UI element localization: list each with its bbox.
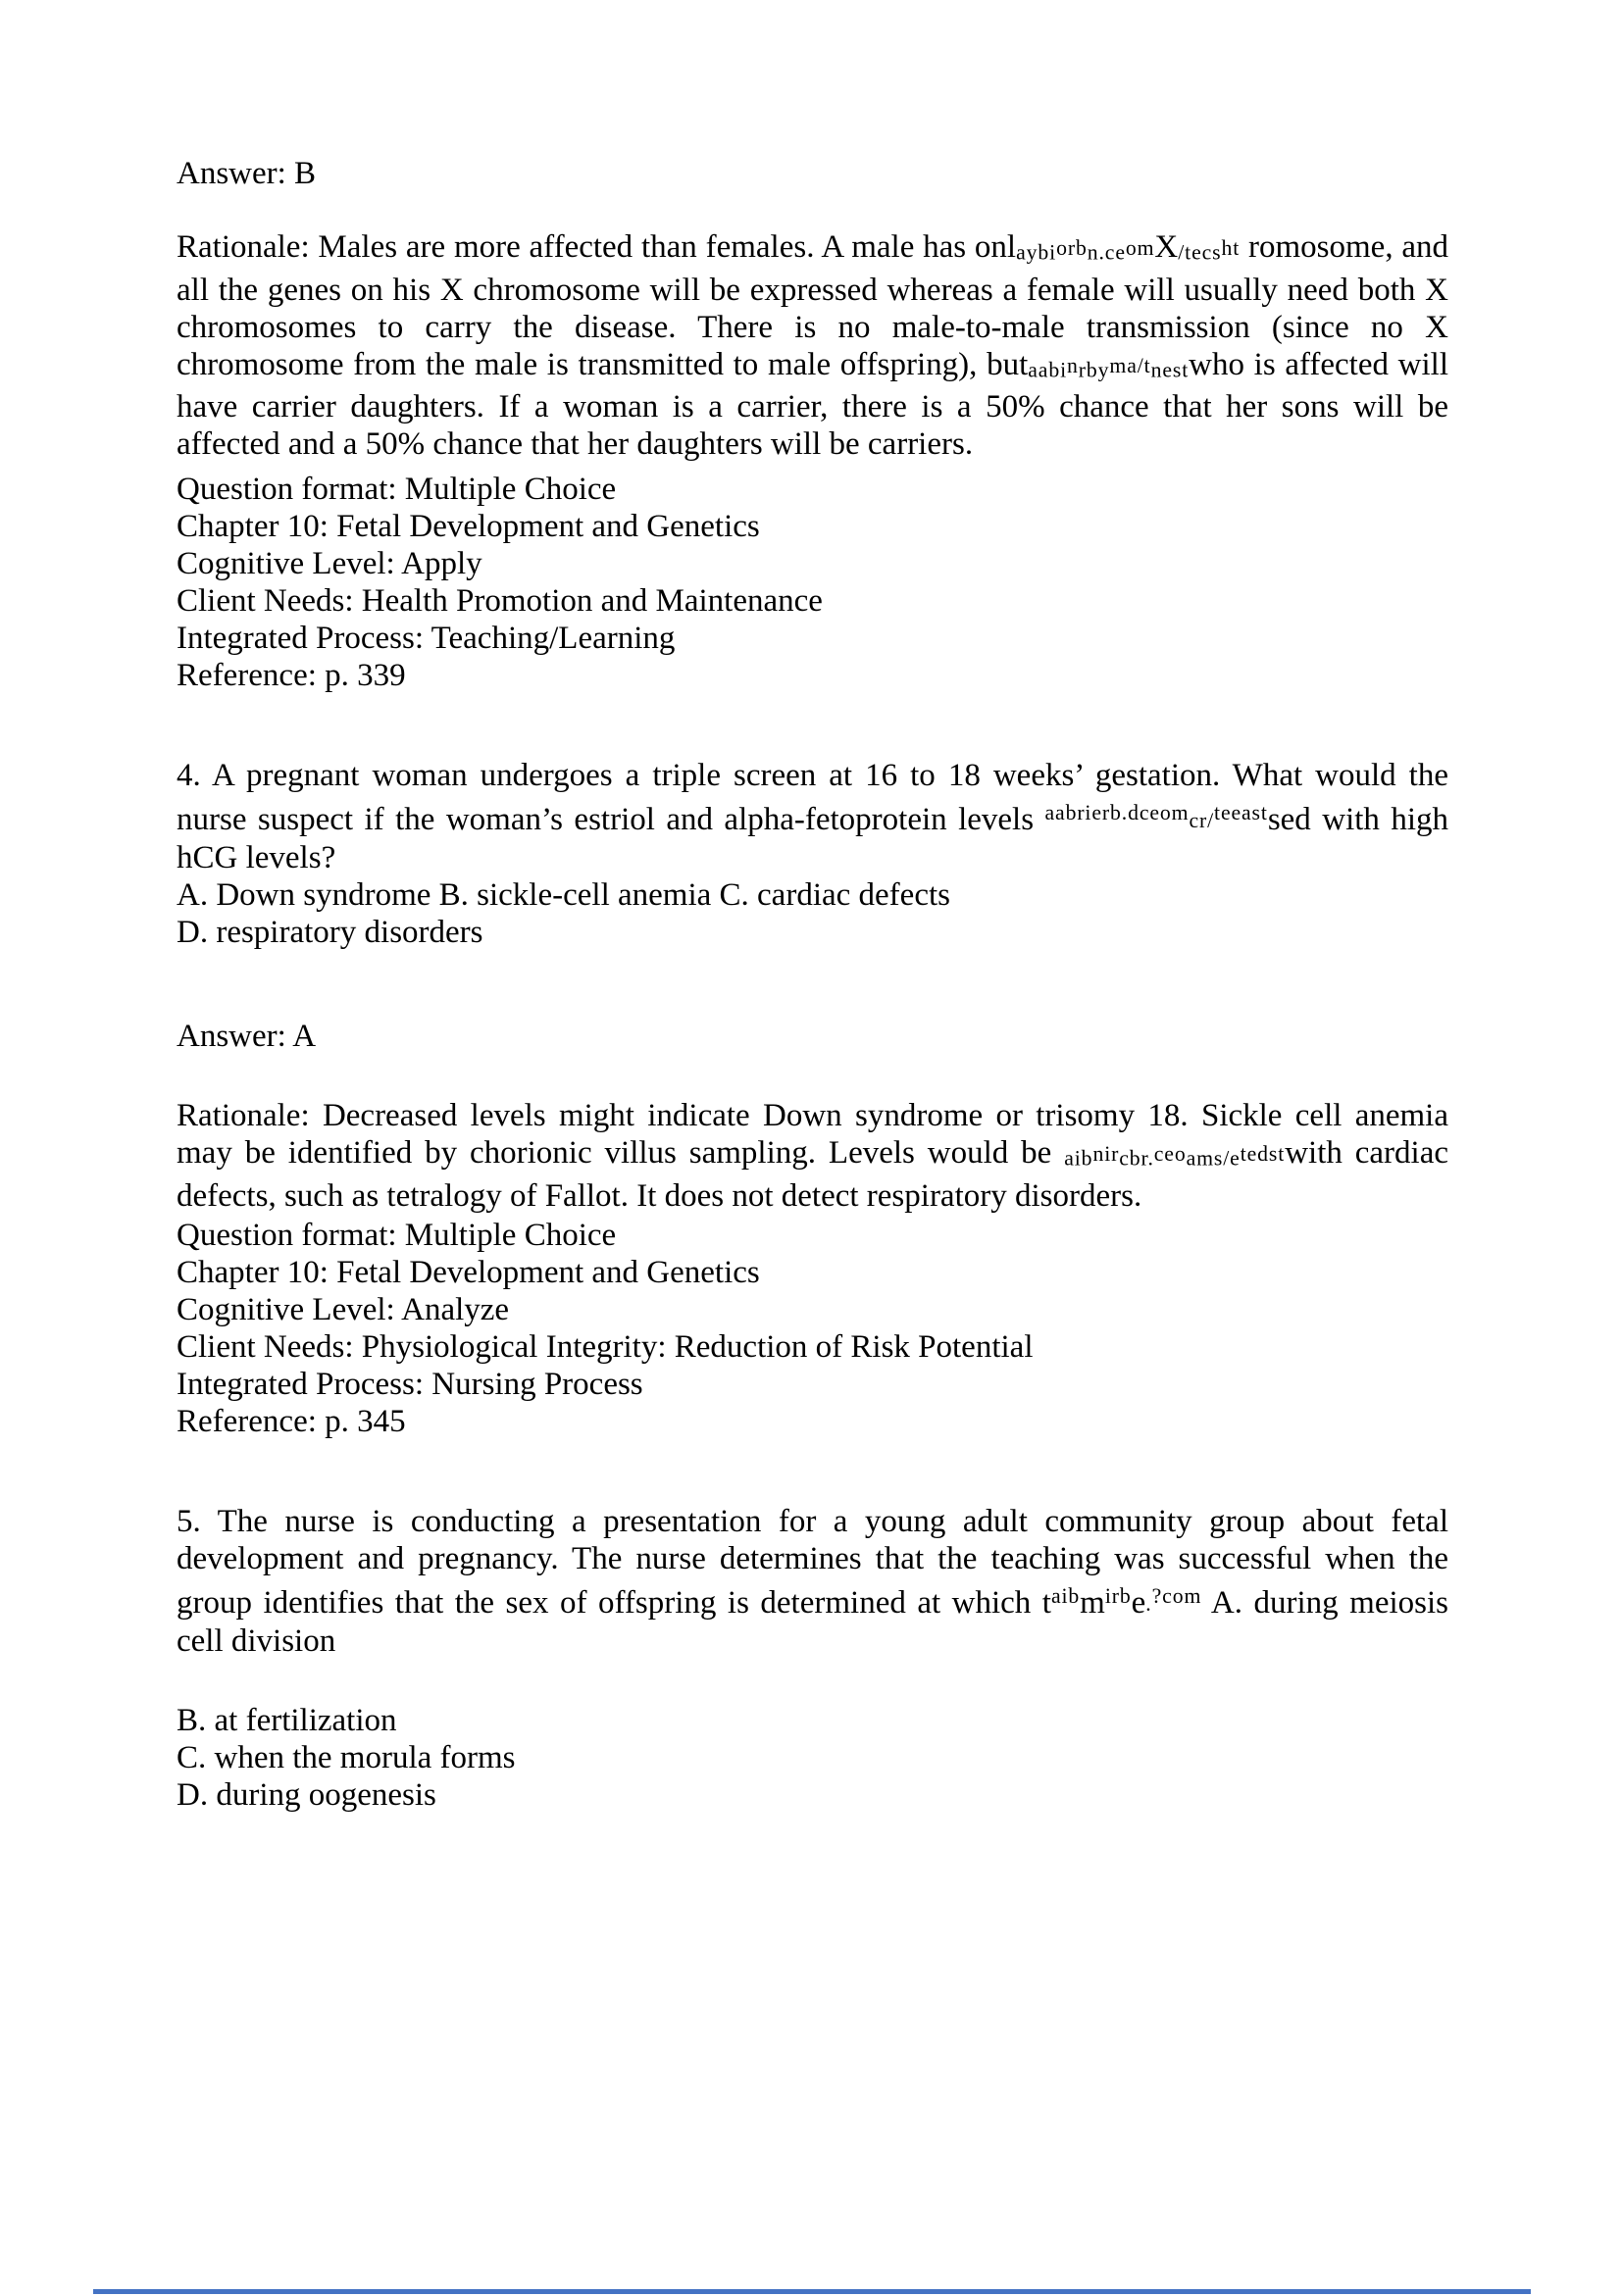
question-4-metadata-line [177, 1366, 1448, 1403]
question-4-paragraph [177, 757, 1448, 876]
watermark-text: orb [1056, 235, 1088, 260]
text-run: A. Down syndrome B. sickle-cell anemia C. cardiac defects [177, 877, 950, 914]
text-run: Chapter 10: Fetal Development and Genetics [177, 1254, 760, 1290]
watermark-text: om [1125, 235, 1155, 260]
watermark-text: aabrierb. [1044, 801, 1129, 825]
text-run: Answer: B [177, 156, 317, 191]
text-run: Integrated Process: Nursing Process [177, 1366, 643, 1402]
watermark-text: nir [1092, 1141, 1120, 1166]
question-4-options-line [177, 876, 1448, 914]
text-run: Reference: p. 345 [177, 1403, 406, 1439]
watermark-text: aabi [1028, 358, 1068, 382]
watermark-text: teeast [1214, 801, 1268, 825]
answer-b-line-line [177, 155, 1448, 192]
watermark-text: cbr. [1119, 1146, 1154, 1171]
watermark-text: rby [1078, 358, 1110, 382]
text-run: Reference: p. 339 [177, 658, 406, 694]
rationale-a-paragraph [177, 1097, 1448, 1215]
watermark-text: irb [1104, 1583, 1132, 1608]
text-run: Question format: Multiple Choice [177, 1217, 617, 1253]
question-4-options [177, 876, 1448, 951]
watermark-text: dceom [1128, 801, 1190, 825]
bottom-blue-line [93, 2289, 1531, 2294]
question-4-metadata-line [177, 1328, 1448, 1366]
answer-a-line [177, 1018, 1448, 1055]
question-4-metadata [177, 1217, 1448, 1440]
answer-b-line [177, 155, 1448, 192]
question-5-options-line [177, 1702, 1448, 1739]
question-4-metadata-line [177, 1254, 1448, 1291]
watermark-text: aib [1064, 1146, 1093, 1171]
watermark-text: aib [1050, 1583, 1081, 1608]
watermark-text: tedst [1240, 1141, 1286, 1166]
text-run: romosome, and all the genes on his X chromosome will be expressed whereas a female will usually need both X chromosomes to carry the disease. There is no male-to-male transmission (since no X chromosome from the male is transmitted to male offspring), but [177, 229, 1449, 382]
watermark-text: ht [1221, 235, 1241, 260]
text-run: Client Needs: Health Promotion and Maintenance [177, 583, 823, 620]
text-run: Cognitive Level: Analyze [177, 1291, 510, 1327]
question-3-metadata-line [177, 657, 1448, 694]
text-run: Integrated Process: Teaching/Learning [177, 621, 676, 657]
text-run: Rationale: Males are more affected than females. A male has onl [177, 229, 1017, 265]
text-run: Question format: Multiple Choice [177, 472, 617, 508]
watermark-text: n.ce [1087, 240, 1126, 265]
text-run: e [1131, 1584, 1146, 1621]
question-5-options-line [177, 1776, 1448, 1814]
watermark-text: ma/t [1109, 353, 1151, 377]
watermark-text: aybi [1016, 240, 1057, 265]
question-5-options-line [177, 1739, 1448, 1776]
text-run: who is affected will have carrier daughters. If a woman is a carrier, there is a 50% chance that her sons will be affected and a 50% chance that her daughters will be carriers. [177, 346, 1449, 463]
question-4-metadata-line [177, 1403, 1448, 1440]
text-run: B. at fertilization [177, 1702, 397, 1738]
text-run: Chapter 10: Fetal Development and Genetics [177, 509, 760, 545]
text-run: Answer: A [177, 1019, 317, 1055]
watermark-text: /tecs [1178, 240, 1222, 265]
question-4-metadata-line [177, 1217, 1448, 1254]
text-run: Rationale: Decreased levels might indicate Down syndrome or trisomy 18. Sickle cell anemia may be identified by chorionic villus sampling. Levels would be [177, 1098, 1448, 1172]
text-run: D. respiratory disorders [177, 915, 483, 951]
text-run: with cardiac defects, such as tetralogy of Fallot. It does not detect respiratory disorders. [177, 1135, 1448, 1214]
question-3-metadata-line [177, 582, 1448, 620]
watermark-text: nest [1150, 358, 1190, 382]
text-run: 5. The nurse is conducting a presentation for a young adult community group about fetal development and pregnancy. The nurse determines that the teaching was successful when the group identifies that the sex of offspring is determined at which t [177, 1503, 1448, 1621]
rationale-b-paragraph [177, 228, 1448, 463]
watermark-text: ams/e [1186, 1146, 1241, 1171]
question-3-metadata [177, 471, 1448, 694]
text-run: Client Needs: Physiological Integrity: Reduction of Risk Potential [177, 1328, 1034, 1365]
question-5-options [177, 1702, 1448, 1814]
question-3-metadata-line [177, 508, 1448, 545]
question-3-metadata-line [177, 471, 1448, 508]
question-3-metadata-line [177, 620, 1448, 657]
question-5-paragraph [177, 1503, 1448, 1660]
question-3-metadata-line [177, 545, 1448, 582]
text-run: X [1154, 229, 1179, 265]
text-run: A. during meiosis cell division [177, 1584, 1448, 1659]
watermark-text: ?com [1151, 1583, 1202, 1608]
question-4-metadata-line [177, 1291, 1448, 1328]
text-run: m [1080, 1584, 1105, 1621]
text-run: 4. A pregnant woman undergoes a triple screen at 16 to 18 weeks’ gestation. What would the nurse suspect if the woman’s estriol and alpha-fetoprotein levels [177, 758, 1448, 838]
watermark-text: cr/ [1189, 809, 1215, 833]
answer-a-line-line [177, 1018, 1448, 1055]
text-run: C. when the morula forms [177, 1739, 516, 1775]
text-run: Cognitive Level: Apply [177, 546, 482, 582]
document-content [177, 155, 1448, 1814]
text-run: D. during oogenesis [177, 1776, 436, 1813]
text-run: sed with high hCG levels? [177, 802, 1449, 876]
watermark-text: n [1067, 353, 1079, 377]
watermark-text: . [1145, 1591, 1152, 1616]
watermark-text: ceo [1153, 1141, 1187, 1166]
question-4-options-line [177, 914, 1448, 951]
